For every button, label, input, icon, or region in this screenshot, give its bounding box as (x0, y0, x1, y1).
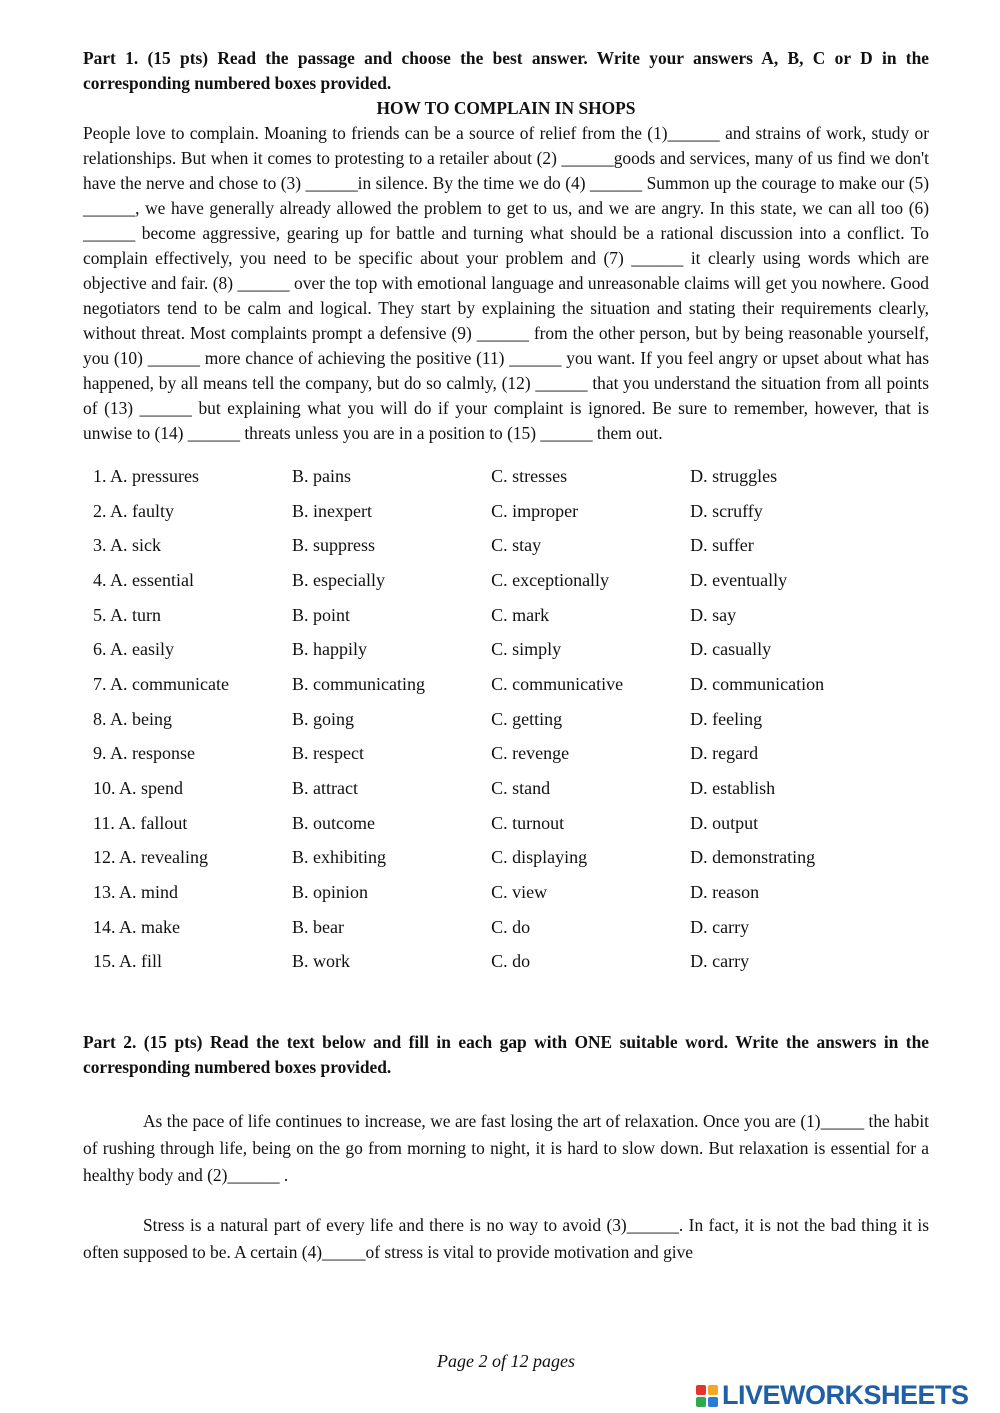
question-row (83, 841, 929, 876)
option-c[interactable]: C. getting (491, 708, 563, 729)
option-d[interactable]: D. regard (690, 743, 759, 764)
question-row (83, 771, 929, 806)
option-d[interactable]: D. feeling (690, 708, 763, 729)
question-row (83, 459, 929, 494)
option-c[interactable]: C. simply (491, 639, 562, 660)
option-c[interactable]: C. displaying (491, 847, 588, 868)
option-b[interactable]: B. bear (292, 916, 345, 937)
option-a[interactable]: 9. A. response (93, 743, 195, 764)
worksheet-page (83, 46, 929, 1266)
part2-heading: Part 2. (15 pts) Read the text below and fill in each gap with ONE suitable word. Write the answers in the corresponding numbered boxes provided. (83, 1032, 929, 1078)
part1-heading: Part 1. (15 pts) Read the passage and choose the best answer. Write your answers A, B, C or D in the corresponding numbered boxes provided. (83, 48, 929, 93)
question-row (83, 737, 929, 772)
question-row (83, 632, 929, 667)
part2-paragraph-1: As the pace of life continues to increase, we are fast losing the art of relaxation. Once you are (1)_____ the habit of rushing through life, being on the go from morning to night, it is hard to slow down. But relaxation is essential for a healthy body and (2)______ . (83, 1111, 929, 1186)
page-number: Page 2 of 12 pages (437, 1351, 575, 1371)
option-d[interactable]: D. output (690, 812, 759, 833)
option-d[interactable]: D. struggles (690, 465, 778, 486)
option-b[interactable]: B. opinion (292, 882, 369, 903)
option-b[interactable]: B. pains (292, 465, 352, 486)
option-b[interactable]: B. going (292, 708, 355, 729)
option-b[interactable]: B. communicating (292, 673, 426, 694)
option-c[interactable]: C. stresses (491, 465, 568, 486)
option-b[interactable]: B. suppress (292, 535, 376, 556)
option-c[interactable]: C. revenge (491, 743, 570, 764)
question-row (83, 702, 929, 737)
option-b[interactable]: B. point (292, 604, 351, 625)
option-a[interactable]: 2. A. faulty (93, 500, 174, 521)
brand-grid-icon (696, 1385, 718, 1407)
option-c[interactable]: C. communicative (491, 673, 624, 694)
brand-name: LIVEWORKSHEETS (722, 1380, 969, 1410)
option-a[interactable]: 8. A. being (93, 708, 172, 729)
option-c[interactable]: C. stand (491, 778, 551, 799)
question-row (83, 598, 929, 633)
option-a[interactable]: 7. A. communicate (93, 673, 229, 694)
option-a[interactable]: 6. A. easily (93, 639, 174, 660)
passage-text: People love to complain. Moaning to friends can be a source of relief from the (1)______ and strains of work, study or relationships. But when it comes to protesting to a retailer about (2) ______goods and services, many of us find we don't have the nerve and chose to (3) ______in silence. By the time we do (4) ______ Summon up the courage to make our (5) ______, we have generally already allowed the problem to get to us, and we are angry. In this state, we can all too (6) ______ become aggressive, gearing up for battle and turning what should be a rational discussion into a conflict. To complain effectively, you need to be specific about your problem and (7) ______ it clearly using words which are objective and fair. (8) ______ over the top with emotional language and unreasonable claims will get you nowhere. Good negotiators tend to be calm and logical. They start by explaining the situation and stating their requirements clearly, without threat. Most complaints prompt a defensive (9) ______ from the other person, but by being reasonable yourself, you (10) ______ more chance of achieving the positive (11) ______ you want. If you feel angry or upset about what has happened, by all means tell the company, but do so calmly, (12) ______ that you understand the situation from all points of (13) ______ but explaining what you will do if your complaint is ignored. Be sure to remember, however, that is unwise to (14) ______ threats unless you are in a position to (15) ______ them out. (83, 123, 929, 443)
option-a[interactable]: 13. A. mind (93, 882, 179, 903)
option-d[interactable]: D. say (690, 604, 737, 625)
question-row (83, 494, 929, 529)
option-a[interactable]: 12. A. revealing (93, 847, 208, 868)
option-d[interactable]: D. scruffy (690, 500, 763, 521)
question-row (83, 528, 929, 563)
answer-options (83, 459, 929, 979)
option-a[interactable]: 10. A. spend (93, 778, 183, 799)
option-b[interactable]: B. respect (292, 743, 365, 764)
option-b[interactable]: B. work (292, 951, 351, 972)
option-c[interactable]: C. improper (491, 500, 579, 521)
option-c[interactable]: C. view (491, 882, 548, 903)
option-c[interactable]: C. exceptionally (491, 569, 610, 590)
option-d[interactable]: D. demonstrating (690, 847, 816, 868)
part2-paragraph-2: Stress is a natural part of every life and there is no way to avoid (3)______. In fact, it is not the bad thing it is often supposed to be. A certain (4)_____of stress is vital to provide motivation and give (83, 1215, 929, 1263)
question-row (83, 667, 929, 702)
option-b[interactable]: B. happily (292, 639, 368, 660)
option-d[interactable]: D. suffer (690, 535, 754, 556)
liveworksheets-logo[interactable] (696, 1380, 969, 1411)
option-b[interactable]: B. especially (292, 569, 386, 590)
option-b[interactable]: B. inexpert (292, 500, 373, 521)
option-d[interactable]: D. carry (690, 916, 750, 937)
option-c[interactable]: C. turnout (491, 812, 565, 833)
question-row (83, 945, 929, 980)
option-c[interactable]: C. stay (491, 535, 542, 556)
option-a[interactable]: 1. A. pressures (93, 465, 199, 486)
option-a[interactable]: 5. A. turn (93, 604, 162, 625)
option-c[interactable]: C. do (491, 951, 531, 972)
option-d[interactable]: D. casually (690, 639, 772, 660)
passage-title: HOW TO COMPLAIN IN SHOPS (376, 98, 636, 118)
question-row (83, 910, 929, 945)
question-row (83, 806, 929, 841)
question-row (83, 563, 929, 598)
option-d[interactable]: D. establish (690, 778, 776, 799)
option-b[interactable]: B. exhibiting (292, 847, 387, 868)
option-b[interactable]: B. attract (292, 778, 359, 799)
option-d[interactable]: D. communication (690, 673, 825, 694)
option-a[interactable]: 14. A. make (93, 916, 180, 937)
question-row (83, 875, 929, 910)
option-d[interactable]: D. carry (690, 951, 750, 972)
option-c[interactable]: C. do (491, 916, 531, 937)
option-a[interactable]: 15. A. fill (93, 951, 163, 972)
option-b[interactable]: B. outcome (292, 812, 376, 833)
option-a[interactable]: 11. A. fallout (93, 812, 188, 833)
option-a[interactable]: 3. A. sick (93, 535, 162, 556)
option-d[interactable]: D. eventually (690, 569, 788, 590)
option-d[interactable]: D. reason (690, 882, 760, 903)
option-c[interactable]: C. mark (491, 604, 550, 625)
option-a[interactable]: 4. A. essential (93, 569, 194, 590)
